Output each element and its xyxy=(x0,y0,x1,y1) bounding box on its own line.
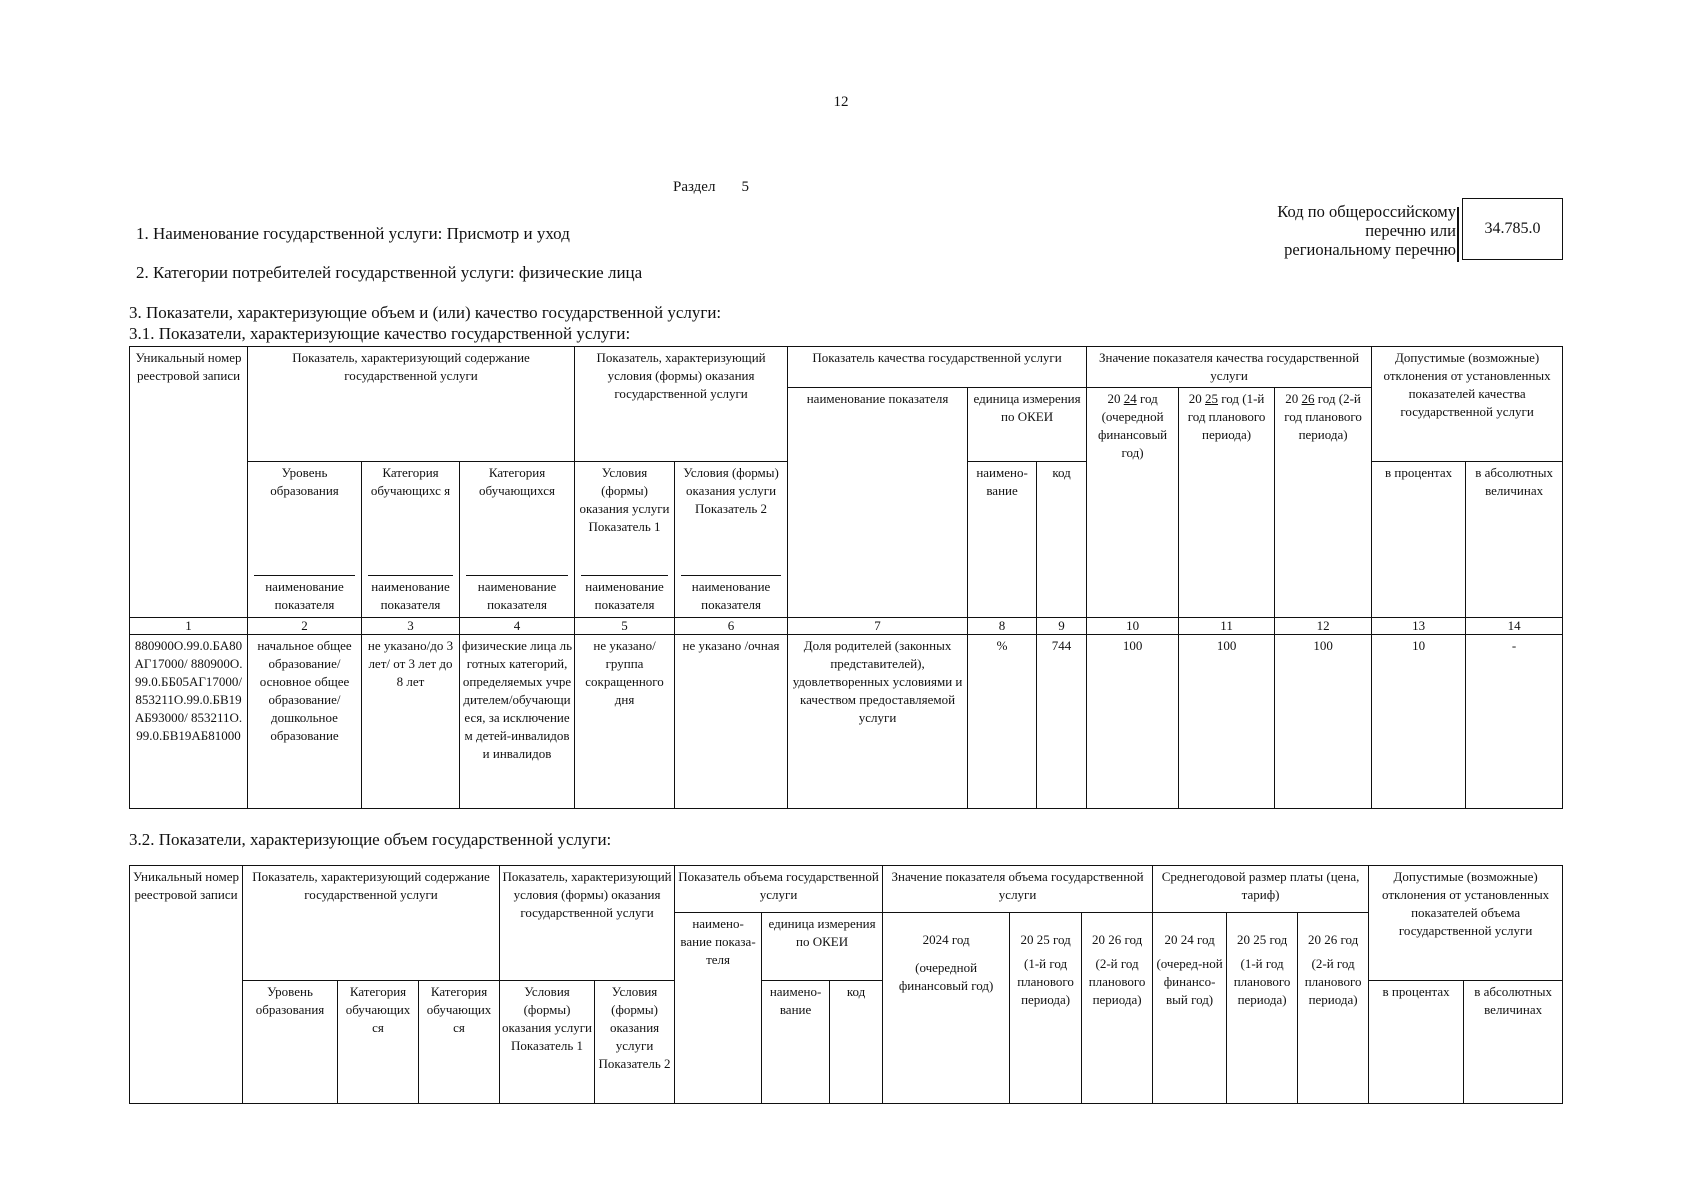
q-header-quality: Показатель качества государственной услуги xyxy=(788,347,1087,388)
page-number: 12 xyxy=(833,94,849,110)
consumer-category: 2. Категории потребителей государственной услуги: физические лица xyxy=(136,263,643,282)
q-row-category-2: физические лица льготных категорий, определяемых учредителем/обучающиеся, за исключением детей-инвалидов и инвалидов xyxy=(460,635,575,809)
v-header-fee-2026: 20 26 год (2-й год планового периода) xyxy=(1298,913,1369,1104)
q-header-conditions: Показатель, характеризующий условия (формы) оказания государственной услуги xyxy=(575,347,788,462)
q-col-level: Уровень образования xyxy=(248,462,362,575)
q-row-record: 880900О.99.0.БА80АГ17000/ 880900О.99.0.ББ05АГ17000/ 853211О.99.0.БВ19АБ93000/ 853211О.99.0.БВ19АБ81000 xyxy=(130,635,248,809)
v-header-deviation: Допустимые (возможные) отклонения от установленных показателей объема государственной услуги xyxy=(1369,866,1563,981)
v-header-content: Показатель, характеризующий содержание государственной услуги xyxy=(243,866,500,981)
v-header-volume: Показатель объема государственной услуги xyxy=(675,866,883,913)
q-row-condition-2: не указано /очная xyxy=(675,635,788,809)
q-column-numbers: 1 2 3 4 5 6 7 8 9 10 11 12 13 14 xyxy=(130,618,1563,635)
q-row-category-1: не указано/до 3 лет/ от 3 лет до 8 лет xyxy=(362,635,460,809)
v-col-deviation-absolute: в абсолютных величинах xyxy=(1464,981,1563,1104)
q-header-year-2024: 20 24 год (очередной финансовый год) xyxy=(1087,388,1179,618)
q-sub-label-5: наименование показателя xyxy=(675,575,788,618)
q-col-unit-code: код xyxy=(1037,462,1087,618)
v-col-category-1: Категория обучающих ся xyxy=(338,981,419,1104)
v-col-unit-code: код xyxy=(830,981,883,1104)
q-row-indicator: Доля родителей (законных представителей), удовлетворенных условиями и качеством предоставляемой услуги xyxy=(788,635,968,809)
section-number: 5 xyxy=(741,179,749,195)
v-col-condition-1: Условия (формы) оказания услуги Показатель 1 xyxy=(500,981,595,1104)
q-col-deviation-absolute: в абсолютных величинах xyxy=(1466,462,1563,618)
q-row-value-2026: 100 xyxy=(1275,635,1372,809)
q-row-deviation-percent: 10 xyxy=(1372,635,1466,809)
v-header-conditions: Показатель, характеризующий условия (формы) оказания государственной услуги xyxy=(500,866,675,981)
registry-code-label: Код по общероссийскому перечню или региональному перечню xyxy=(1277,202,1456,259)
q-header-deviation: Допустимые (возможные) отклонения от установленных показателей качества государственной услуги xyxy=(1372,347,1563,462)
v-header-values: Значение показателя объема государственной услуги xyxy=(883,866,1153,913)
q-col-unit-name: наимено-вание xyxy=(968,462,1037,618)
table-row xyxy=(130,635,1563,809)
q-header-unit: единица измерения по ОКЕИ xyxy=(968,388,1087,462)
registry-code-value: 34.785.0 xyxy=(1462,198,1563,260)
volume-table xyxy=(129,865,1563,1104)
v-header-value-2026: 20 26 год (2-й год планового периода) xyxy=(1082,913,1153,1104)
v-header-value-2025: 20 25 год (1-й год планового периода) xyxy=(1010,913,1082,1104)
q-header-year-2026: 20 26 год (2-й год планового периода) xyxy=(1275,388,1372,618)
q-header-year-2025: 20 25 год (1-й год планового периода) xyxy=(1179,388,1275,618)
v-col-condition-2: Условия (формы) оказания услуги Показатель 2 xyxy=(595,981,675,1104)
q-header-indicator-name: наименование показателя xyxy=(788,388,968,618)
q-sub-label-4: наименование показателя xyxy=(575,575,675,618)
q-row-value-2024: 100 xyxy=(1087,635,1179,809)
q-sub-label-2: наименование показателя xyxy=(362,575,460,618)
q-header-content: Показатель, характеризующий содержание государственной услуги xyxy=(248,347,575,462)
v-col-unit-name: наимено-вание xyxy=(762,981,830,1104)
v-header-unit: единица измерения по ОКЕИ xyxy=(762,913,883,981)
volume-title: 3.2. Показатели, характеризующие объем государственной услуги: xyxy=(129,830,612,849)
q-sub-label-1: наименование показателя xyxy=(248,575,362,618)
q-row-level: начальное общее образование/ основное общее образование/ дошкольное образование xyxy=(248,635,362,809)
q-row-condition-1: не указано/ группа сокращенного дня xyxy=(575,635,675,809)
v-header-value-2024: 2024 год (очередной финансовый год) xyxy=(883,913,1010,1104)
q-row-code: 744 xyxy=(1037,635,1087,809)
q-col-category-2: Категория обучающихся xyxy=(460,462,575,575)
q-row-unit: % xyxy=(968,635,1037,809)
v-col-category-2: Категория обучающих ся xyxy=(419,981,500,1104)
v-header-fee-2024: 20 24 год (очеред-ной финансо-вый год) xyxy=(1153,913,1227,1104)
section-label: Раздел xyxy=(673,179,716,195)
q-row-deviation-absolute: - xyxy=(1466,635,1563,809)
section-heading xyxy=(673,179,749,196)
registry-code-divider xyxy=(1457,207,1459,262)
q-row-value-2025: 100 xyxy=(1179,635,1275,809)
service-name: 1. Наименование государственной услуги: Присмотр и уход xyxy=(136,224,570,243)
v-header-fee: Среднегодовой размер платы (цена, тариф) xyxy=(1153,866,1369,913)
quality-table xyxy=(129,346,1563,809)
q-col-category-1: Категория обучающихс я xyxy=(362,462,460,575)
q-header-unique: Уникальный номер реестровой записи xyxy=(130,347,248,462)
quality-title: 3.1. Показатели, характеризующие качество государственной услуги: xyxy=(129,324,631,343)
v-header-unique: Уникальный номер реестровой записи xyxy=(130,866,243,981)
q-col-condition-2: Условия (формы) оказания услуги Показатель 2 xyxy=(675,462,788,575)
v-col-deviation-percent: в процентах xyxy=(1369,981,1464,1104)
q-header-values: Значение показателя качества государственной услуги xyxy=(1087,347,1372,388)
q-sub-label-3: наименование показателя xyxy=(460,575,575,618)
q-col-condition-1: Условия (формы) оказания услуги Показатель 1 xyxy=(575,462,675,575)
v-header-fee-2025: 20 25 год (1-й год планового периода) xyxy=(1227,913,1298,1104)
v-col-level: Уровень образования xyxy=(243,981,338,1104)
indicators-title: 3. Показатели, характеризующие объем и (или) качество государственной услуги: xyxy=(129,303,722,322)
q-col-deviation-percent: в процентах xyxy=(1372,462,1466,618)
v-header-indicator-name: наимено-вание показа-теля xyxy=(675,913,762,1104)
